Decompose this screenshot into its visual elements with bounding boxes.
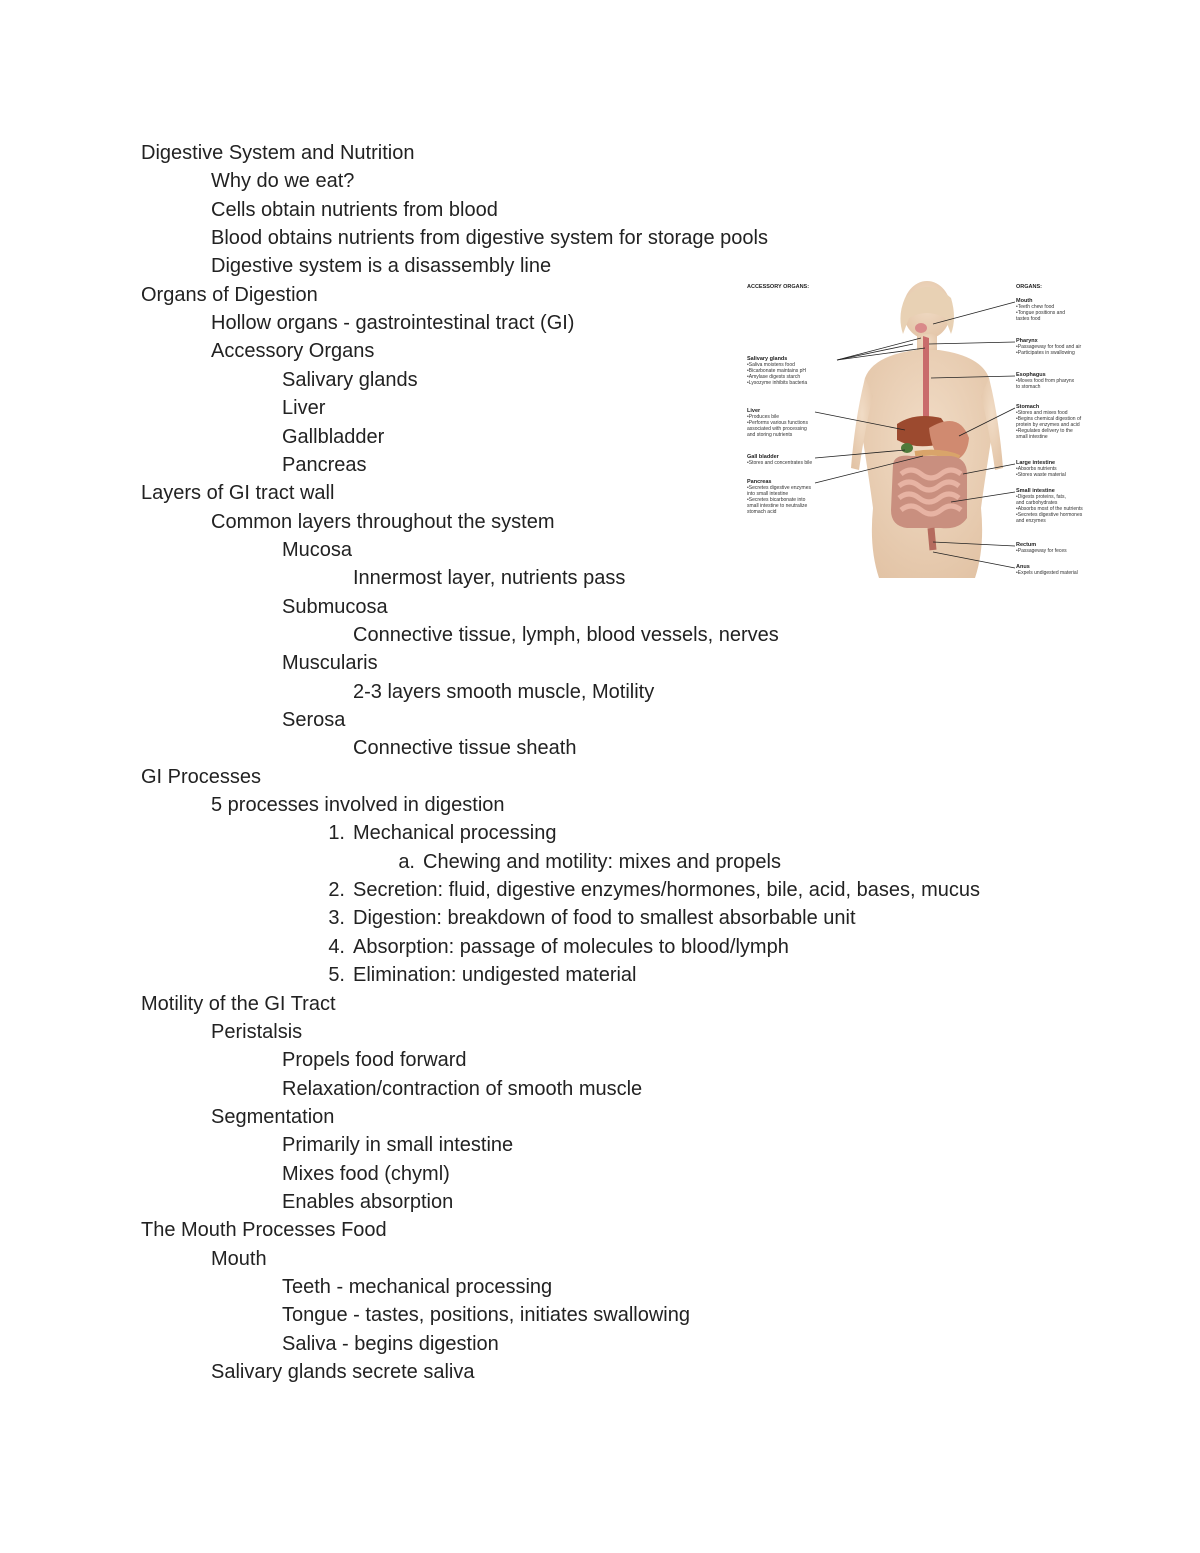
outline-item: Absorption: passage of molecules to blood/lymph [353, 936, 789, 958]
figure-label-name: Large intestine [1016, 460, 1056, 466]
list-marker: a. [398, 851, 415, 873]
outline-item: Pancreas [282, 454, 367, 476]
section-heading: The Mouth Processes Food [141, 1219, 387, 1241]
outline-item: Elimination: undigested material [353, 964, 637, 986]
figure-label-note: •Amylase digests starch [747, 374, 801, 380]
figure-label-note: to stomach [1016, 384, 1041, 390]
figure-label-note: •Expels undigested material [1016, 570, 1078, 576]
outline-item: Muscularis [282, 652, 378, 674]
figure-label-name: Liver [747, 408, 761, 414]
figure-label-note: small intestine to neutralize [747, 503, 808, 509]
figure-label-note: •Secretes bicarbonate into [747, 497, 806, 503]
figure-label-name: Stomach [1016, 404, 1040, 410]
outline-item: Serosa [282, 709, 346, 731]
figure-label-name: Anus [1016, 564, 1030, 570]
figure-label-note: •Passageway for food and air [1016, 344, 1082, 350]
figure-label-note: tastes food [1016, 316, 1041, 322]
list-marker: 3. [328, 907, 345, 929]
figure-right-heading: ORGANS: [1016, 284, 1042, 290]
outline-item: Blood obtains nutrients from digestive system for storage pools [211, 227, 768, 249]
figure-label-note: •Participates in swallowing [1016, 350, 1075, 356]
outline-item: Hollow organs - gastrointestinal tract (GI) [211, 312, 575, 334]
figure-label-note: small intestine [1016, 434, 1048, 440]
figure-label-note: •Saliva moistens food [747, 362, 795, 368]
figure-label-note: •Performs various functions [747, 420, 808, 426]
outline-item: Mucosa [282, 539, 353, 561]
outline-item: 5 processes involved in digestion [211, 794, 505, 816]
figure-label-note: and enzymes [1016, 518, 1046, 524]
outline-item: Common layers throughout the system [211, 511, 555, 533]
figure-label-name: Pancreas [747, 479, 772, 485]
figure-label-note: and carbohydrates [1016, 500, 1058, 506]
digestive-system-figure [745, 278, 1113, 580]
outline-item: Digestion: breakdown of food to smallest absorbable unit [353, 907, 856, 929]
figure-label-note: protein by enzymes and acid [1016, 422, 1080, 428]
outline-item: Cells obtain nutrients from blood [211, 199, 498, 221]
figure-label-name: Small intestine [1016, 488, 1055, 494]
list-marker: 5. [328, 964, 345, 986]
figure-label-note: •Begins chemical digestion of [1016, 416, 1082, 422]
figure-left-heading: ACCESSORY ORGANS: [747, 284, 810, 290]
figure-label-note: •Moves food from pharynx [1016, 378, 1075, 384]
figure-label-note: •Lysozyme inhibits bacteria [747, 380, 808, 386]
section-heading: Motility of the GI Tract [141, 993, 336, 1015]
outline-item: Gallbladder [282, 426, 385, 448]
outline-item: Salivary glands secrete saliva [211, 1361, 475, 1383]
outline-item: Digestive system is a disassembly line [211, 255, 552, 277]
outline-item: Connective tissue sheath [353, 737, 577, 759]
figure-label-name: Mouth [1016, 298, 1033, 304]
figure-label-note: •Passageway for feces [1016, 548, 1067, 554]
outline-item: Submucosa [282, 596, 388, 618]
outline-item: Tongue - tastes, positions, initiates swallowing [282, 1304, 690, 1326]
section-heading: Organs of Digestion [141, 284, 318, 306]
figure-label-note: •Absorbs most of the nutrients [1016, 506, 1083, 512]
outline-item: Mechanical processing [353, 822, 557, 844]
figure-label-name: Gall bladder [747, 454, 779, 460]
figure-label-note: •Stores and mixes food [1016, 410, 1068, 416]
figure-label-name: Rectum [1016, 542, 1037, 548]
outline-item: Enables absorption [282, 1191, 454, 1213]
outline-item: Primarily in small intestine [282, 1134, 514, 1156]
figure-label-note: •Stores waste material [1016, 472, 1066, 478]
outline-item: Why do we eat? [211, 170, 355, 192]
outline-item: Propels food forward [282, 1049, 467, 1071]
figure-label-note: •Stores and concentrates bile [747, 460, 813, 466]
list-marker: 4. [328, 936, 345, 958]
outline-item: Connective tissue, lymph, blood vessels, nerves [353, 624, 779, 646]
outline-item: Innermost layer, nutrients pass [353, 567, 626, 589]
outline-item: Teeth - mechanical processing [282, 1276, 553, 1298]
outline-item: Salivary glands [282, 369, 418, 391]
figure-label-note: associated with processing [747, 426, 807, 432]
figure-label-note: and storing nutrients [747, 432, 793, 438]
digestive-system-illustration [745, 278, 1113, 580]
outline-item: 2-3 layers smooth muscle, Motility [353, 681, 655, 703]
figure-label-note: •Secretes digestive enzymes [747, 485, 812, 491]
section-heading: GI Processes [141, 766, 262, 788]
figure-label-note: stomach acid [747, 509, 777, 515]
figure-label-note: •Produces bile [747, 414, 780, 420]
section-heading: Layers of GI tract wall [141, 482, 335, 504]
list-marker: 2. [328, 879, 345, 901]
figure-label-note: •Tongue positions and [1016, 310, 1066, 316]
figure-label-note: •Absorbs nutrients [1016, 466, 1057, 472]
figure-label-note: •Bicarbonate maintains pH [747, 368, 807, 374]
outline-item: Mixes food (chyml) [282, 1163, 450, 1185]
outline-item: Relaxation/contraction of smooth muscle [282, 1078, 643, 1100]
outline-item: Chewing and motility: mixes and propels [423, 851, 781, 873]
outline-item: Segmentation [211, 1106, 335, 1128]
outline-item: Accessory Organs [211, 340, 375, 362]
outline-item: Mouth [211, 1248, 267, 1270]
outline-item: Peristalsis [211, 1021, 303, 1043]
figure-label-name: Esophagus [1016, 372, 1046, 378]
section-heading: Digestive System and Nutrition [141, 142, 415, 164]
figure-label-note: •Digests proteins, fats, [1016, 494, 1066, 500]
outline-item: Secretion: fluid, digestive enzymes/hormones, bile, acid, bases, mucus [353, 879, 980, 901]
figure-label-note: •Regulates delivery to the [1016, 428, 1073, 434]
outline-item: Liver [282, 397, 326, 419]
figure-label-note: into small intestine [747, 491, 789, 497]
figure-label-note: •Secretes digestive hormones [1016, 512, 1083, 518]
outline-item: Saliva - begins digestion [282, 1333, 499, 1355]
list-marker: 1. [328, 822, 345, 844]
figure-label-name: Pharynx [1016, 338, 1038, 344]
figure-label-name: Salivary glands [747, 356, 788, 362]
figure-label-note: •Teeth chew food [1016, 304, 1055, 310]
